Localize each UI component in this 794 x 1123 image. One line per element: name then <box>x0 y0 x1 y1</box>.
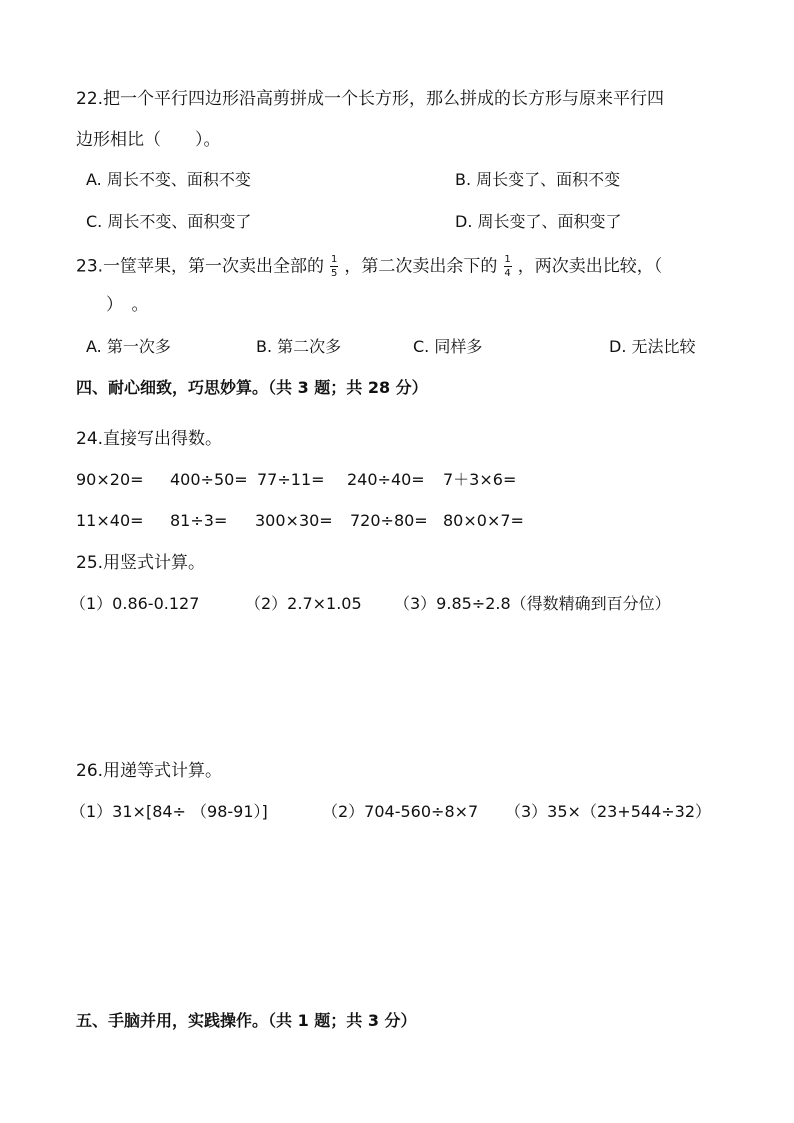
q24-r1-c3: 77÷11= <box>257 470 325 489</box>
fraction-one-fourth <box>503 254 511 279</box>
q23-stem-line2: ） 。 <box>106 295 149 315</box>
fraction-bar <box>330 266 338 267</box>
q24-title: 24.直接写出得数。 <box>76 429 223 449</box>
q26-item-3: （3）35×（23+544÷32） <box>505 802 712 821</box>
q23-stem-part3: ，两次卖出比较，（ <box>517 256 663 277</box>
q24-r2-c3: 300×30= <box>255 511 333 530</box>
q25-item-3: （3）9.85÷2.8（得数精确到百分位） <box>394 594 671 613</box>
fraction-denominator: 5 <box>331 268 338 279</box>
q24-r1-c4: 240÷40= <box>347 470 425 489</box>
q24-r2-c4: 720÷80= <box>350 511 428 530</box>
fraction-numerator: 1 <box>504 254 511 265</box>
q24-r1-c2: 400÷50= <box>170 470 248 489</box>
q23-stem-part2: ，第二次卖出余下的 <box>344 256 498 277</box>
q25-title: 25.用竖式计算。 <box>76 553 206 573</box>
q26-title: 26.用递等式计算。 <box>76 761 223 781</box>
section-5-heading: 五、手脑并用，实践操作。（共 1 题；共 3 分） <box>76 1011 417 1030</box>
q24-r2-c5: 80×0×7= <box>443 511 524 530</box>
q22-stem-line2: 边形相比（ ）。 <box>76 130 221 150</box>
q22-option-c: C. 周长不变、面积变了 <box>86 212 252 231</box>
q23-stem-part1: 23.一筐苹果，第一次卖出全部的 <box>76 256 325 277</box>
q25-item-1: （1）0.86-0.127 <box>70 594 200 613</box>
q23-stem-line1 <box>76 254 662 279</box>
fraction-numerator: 1 <box>331 254 338 265</box>
q26-item-2: （2）704-560÷8×7 <box>322 802 479 821</box>
q23-option-c: C. 同样多 <box>413 337 483 356</box>
q23-option-d: D. 无法比较 <box>609 337 696 356</box>
section-4-heading: 四、耐心细致，巧思妙算。（共 3 题；共 28 分） <box>76 378 428 397</box>
q24-r2-c1: 11×40= <box>76 511 144 530</box>
q25-item-2: （2）2.7×1.05 <box>245 594 362 613</box>
q22-option-d: D. 周长变了、面积变了 <box>455 212 622 231</box>
fraction-one-fifth <box>330 254 338 279</box>
q24-r1-c1: 90×20= <box>76 470 144 489</box>
q26-item-1: （1）31×[84÷ （98-91）] <box>70 802 268 821</box>
q22-option-a: A. 周长不变、面积不变 <box>86 170 251 189</box>
q24-r1-c5: 7＋3×6= <box>443 470 517 489</box>
q22-stem-line1: 22.把一个平行四边形沿高剪拼成一个长方形，那么拼成的长方形与原来平行四 <box>76 89 665 109</box>
fraction-denominator: 4 <box>504 268 511 279</box>
q23-option-b: B. 第二次多 <box>256 337 342 356</box>
fraction-bar <box>504 266 512 267</box>
q23-option-a: A. 第一次多 <box>86 337 171 356</box>
q24-r2-c2: 81÷3= <box>170 511 228 530</box>
q22-option-b: B. 周长变了、面积不变 <box>455 170 621 189</box>
